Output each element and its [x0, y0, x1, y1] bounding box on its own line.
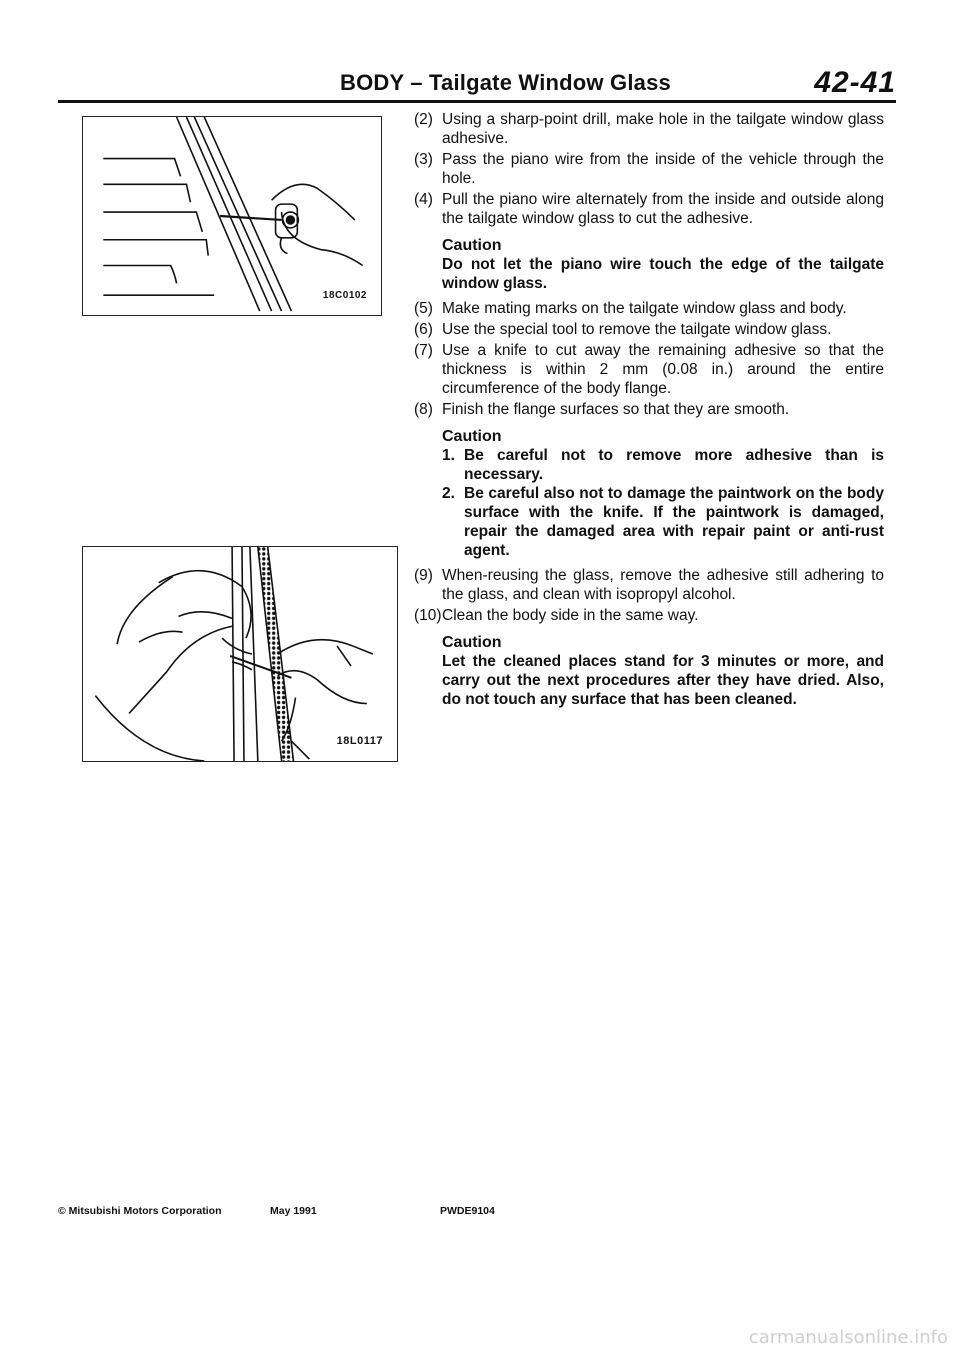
step-8: [414, 400, 884, 419]
caution-heading: Caution: [442, 634, 502, 651]
figure-knife-cutting: [82, 546, 398, 762]
footer-date: May 1991: [270, 1205, 317, 1217]
step-number: (6): [414, 321, 433, 338]
step-text: Use the special tool to remove the tailgate window glass.: [442, 321, 832, 338]
step-text: When-reusing the glass, remove the adhesive still adhering to the glass, and clean with isopropyl alcohol.: [442, 567, 884, 603]
step-number: (2): [414, 111, 433, 128]
page-number: 42-41: [814, 66, 896, 99]
figure-code: 18C0102: [322, 290, 367, 301]
caution-item-text: Be careful not to remove more adhesive than is necessary.: [464, 447, 884, 483]
figure-code: 18L0117: [336, 735, 383, 747]
step-text: Make mating marks on the tailgate window glass and body.: [442, 300, 847, 317]
caution-list: [442, 446, 884, 560]
step-text: Clean the body side in the same way.: [442, 607, 699, 624]
step-number: (5): [414, 300, 433, 317]
step-text: Using a sharp-point drill, make hole in the tailgate window glass adhesive.: [442, 111, 884, 147]
knife-cutting-illustration: [83, 547, 397, 761]
step-number: (4): [414, 191, 433, 208]
caution-heading: Caution: [442, 428, 502, 445]
step-text: Use a knife to cut away the remaining adhesive so that the thickness is within 2 mm (0.08 in.) around the entire circumference of the body flange.: [442, 342, 884, 397]
step-9: [414, 566, 884, 604]
caution-block-1: [442, 236, 884, 293]
step-5: [414, 299, 884, 318]
caution-heading: Caution: [442, 237, 502, 254]
caution-item-number: 2.: [442, 485, 455, 502]
step-6: [414, 320, 884, 339]
header-rule: [58, 100, 896, 103]
step-number: (10): [414, 607, 442, 624]
step-text: Finish the flange surfaces so that they are smooth.: [442, 401, 790, 418]
caution-item: [442, 484, 884, 560]
procedure-text: [414, 110, 884, 715]
caution-text: Let the cleaned places stand for 3 minutes or more, and carry out the next procedures after they have dried. Also, do not touch any surface that has been cleaned.: [442, 653, 884, 708]
caution-text: Do not let the piano wire touch the edge of the tailgate window glass.: [442, 256, 884, 292]
step-2: [414, 110, 884, 148]
caution-block-2: [442, 427, 884, 560]
page-title: BODY – Tailgate Window Glass: [340, 70, 671, 95]
footer-copyright: © Mitsubishi Motors Corporation: [58, 1205, 222, 1217]
caution-item-number: 1.: [442, 447, 455, 464]
watermark-link[interactable]: carmanualsonline.info: [748, 1327, 948, 1348]
step-number: (3): [414, 151, 433, 168]
step-text: Pull the piano wire alternately from the inside and outside along the tailgate window glass to cut the adhesive.: [442, 191, 884, 227]
figure-piano-wire: [82, 116, 382, 316]
step-number: (9): [414, 567, 433, 584]
step-10: [414, 606, 884, 625]
step-number: (8): [414, 401, 433, 418]
step-7: [414, 341, 884, 398]
step-4: [414, 190, 884, 228]
piano-wire-illustration: [83, 117, 381, 315]
page-header: [58, 66, 896, 100]
caution-item: [442, 446, 884, 484]
caution-block-3: [442, 633, 884, 709]
step-text: Pass the piano wire from the inside of the vehicle through the hole.: [442, 151, 884, 187]
footer-doc-code: PWDE9104: [440, 1205, 495, 1217]
caution-item-text: Be careful also not to damage the paintwork on the body surface with the knife. If the paintwork is damaged, repair the damaged area with repair paint or anti-rust agent.: [464, 485, 884, 559]
step-3: [414, 150, 884, 188]
step-number: (7): [414, 342, 433, 359]
